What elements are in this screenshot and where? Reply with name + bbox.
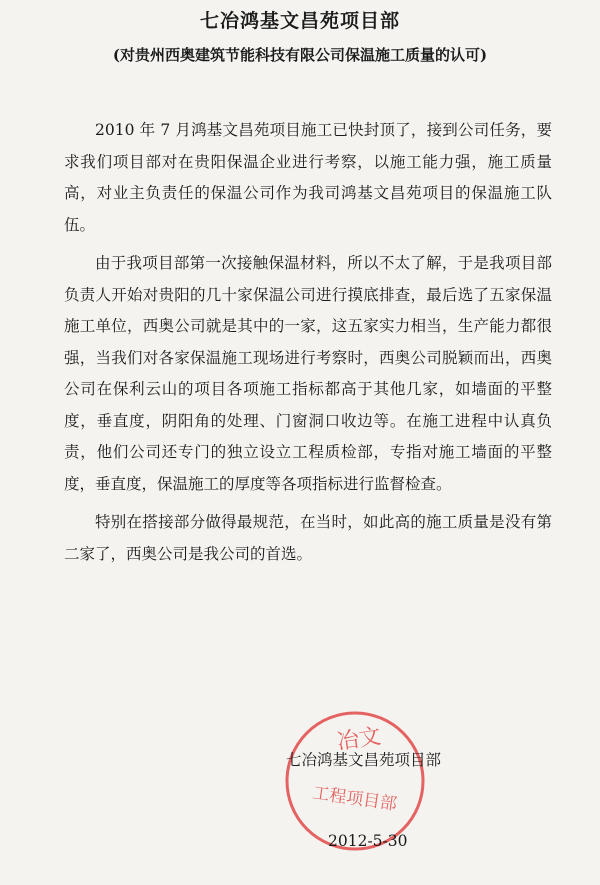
document-subtitle: (对贵州西奥建筑节能科技有限公司保温施工质量的认可): [112, 46, 488, 64]
seal-text-top: 冶文: [335, 724, 383, 756]
document-body: [64, 115, 552, 577]
paragraph-1: 2010 年 7 月鸿基文昌苑项目施工已快封顶了，接到公司任务，要求我们项目部对在贵阳保温企业进行考察，以施工能力强，施工质量高，对业主负责任的保温公司作为我司鸿基文昌苑项目的保温施工队伍。: [64, 121, 552, 234]
signature-date: 2012-5-30: [328, 832, 408, 850]
paragraph-3: 特别在搭接部分做得最规范，在当时，如此高的施工质量是没有第二家了，西奥公司是我公司的首选。: [64, 513, 552, 563]
paragraph-2: 由于我项目部第一次接触保温材料，所以不太了解，于是我项目部负责人开始对贵阳的几十家保温公司进行摸底排查，最后选了五家保温施工单位，西奥公司就是其中的一家，这五家实力相当，生产能力都很强，当我们对各家保温施工现场进行考察时，西奥公司脱颖而出，西奥公司在保利云山的项目各项施工指标都高于其他几家，如墙面的平整度，垂直度，阴阳角的处理、门窗洞口收边等。在施工进程中认真负责，他们公司还专门的独立设立工程质检部，专指对施工墙面的平整度，垂直度，保温施工的厚度等各项指标进行监督检查。: [64, 254, 552, 493]
seal-text-bottom: 工程项目部: [311, 783, 399, 815]
document-title: 七冶鸿基文昌苑项目部: [199, 10, 400, 32]
signer-name: 七冶鸿基文昌苑项目部: [286, 751, 442, 769]
